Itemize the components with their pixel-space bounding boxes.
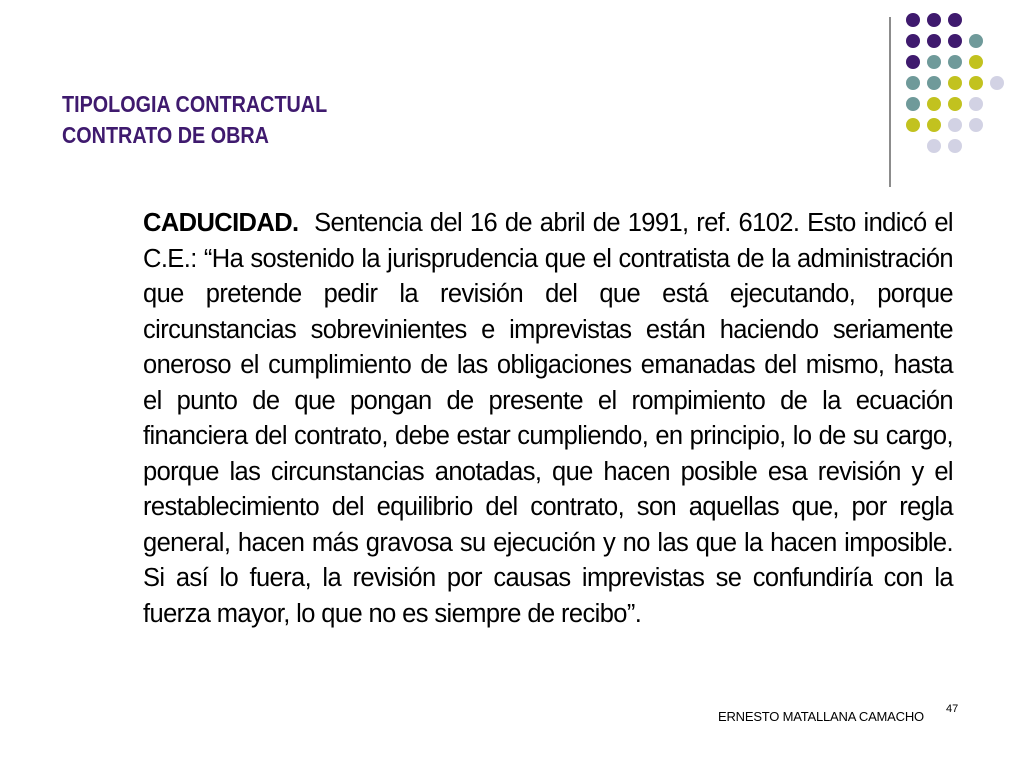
dot-olive: [948, 97, 962, 111]
dot-purple: [906, 34, 920, 48]
dot-purple: [948, 13, 962, 27]
dot-lavender: [948, 139, 962, 153]
body-text: Sentencia del 16 de abril de 1991, ref. 6102. Esto indicó el C.E.: “Ha sostenido la jurisprudencia que el contratista de la administración que pretende pedir la revisión del que está ejecutando, porque circunstancias sobrevinientes e imprevistas están haciendo seriamente oneroso el cumplimiento de las obligaciones emanadas del mismo, hasta el punto de que pongan de presente el rompimiento de la ecuación financiera del contrato, debe estar cumpliendo, en principio, lo de su cargo, porque las circunstancias anotadas, que hacen posible esa revisión y el restablecimiento del equilibrio del contrato, son aquellas que, por regla general, hacen más gravosa su ejecución y no las que la hacen imposible. Si así lo fuera, la revisión por causas imprevistas se confundiría con la fuerza mayor, lo que no es siempre de recibo”.: [143, 209, 953, 628]
footer-author: ERNESTO MATALLANA CAMACHO: [718, 709, 924, 724]
body-lead-heading: CADUCIDAD.: [143, 209, 299, 237]
title-line-1: TIPOLOGIA CONTRACTUAL: [62, 91, 328, 117]
vertical-divider: [889, 17, 891, 187]
body-paragraph: [143, 206, 953, 632]
dot-teal: [948, 55, 962, 69]
dot-teal: [906, 76, 920, 90]
dot-teal: [927, 55, 941, 69]
dot-teal: [927, 76, 941, 90]
dot-olive: [948, 76, 962, 90]
dot-lavender: [948, 118, 962, 132]
dot-purple: [927, 34, 941, 48]
dot-lavender: [927, 139, 941, 153]
dot-purple: [927, 13, 941, 27]
dot-olive: [906, 118, 920, 132]
decorative-dot-grid: [906, 13, 1014, 169]
dot-teal: [969, 34, 983, 48]
dot-olive: [969, 76, 983, 90]
dot-lavender: [969, 118, 983, 132]
dot-lavender: [990, 76, 1004, 90]
dot-purple: [906, 13, 920, 27]
dot-olive: [927, 97, 941, 111]
dot-purple: [906, 55, 920, 69]
slide-title: [62, 89, 662, 151]
page-number: 47: [946, 703, 959, 715]
dot-olive: [927, 118, 941, 132]
title-line-2: CONTRATO DE OBRA: [62, 122, 269, 148]
dot-olive: [969, 55, 983, 69]
dot-lavender: [969, 97, 983, 111]
dot-teal: [906, 97, 920, 111]
dot-purple: [948, 34, 962, 48]
